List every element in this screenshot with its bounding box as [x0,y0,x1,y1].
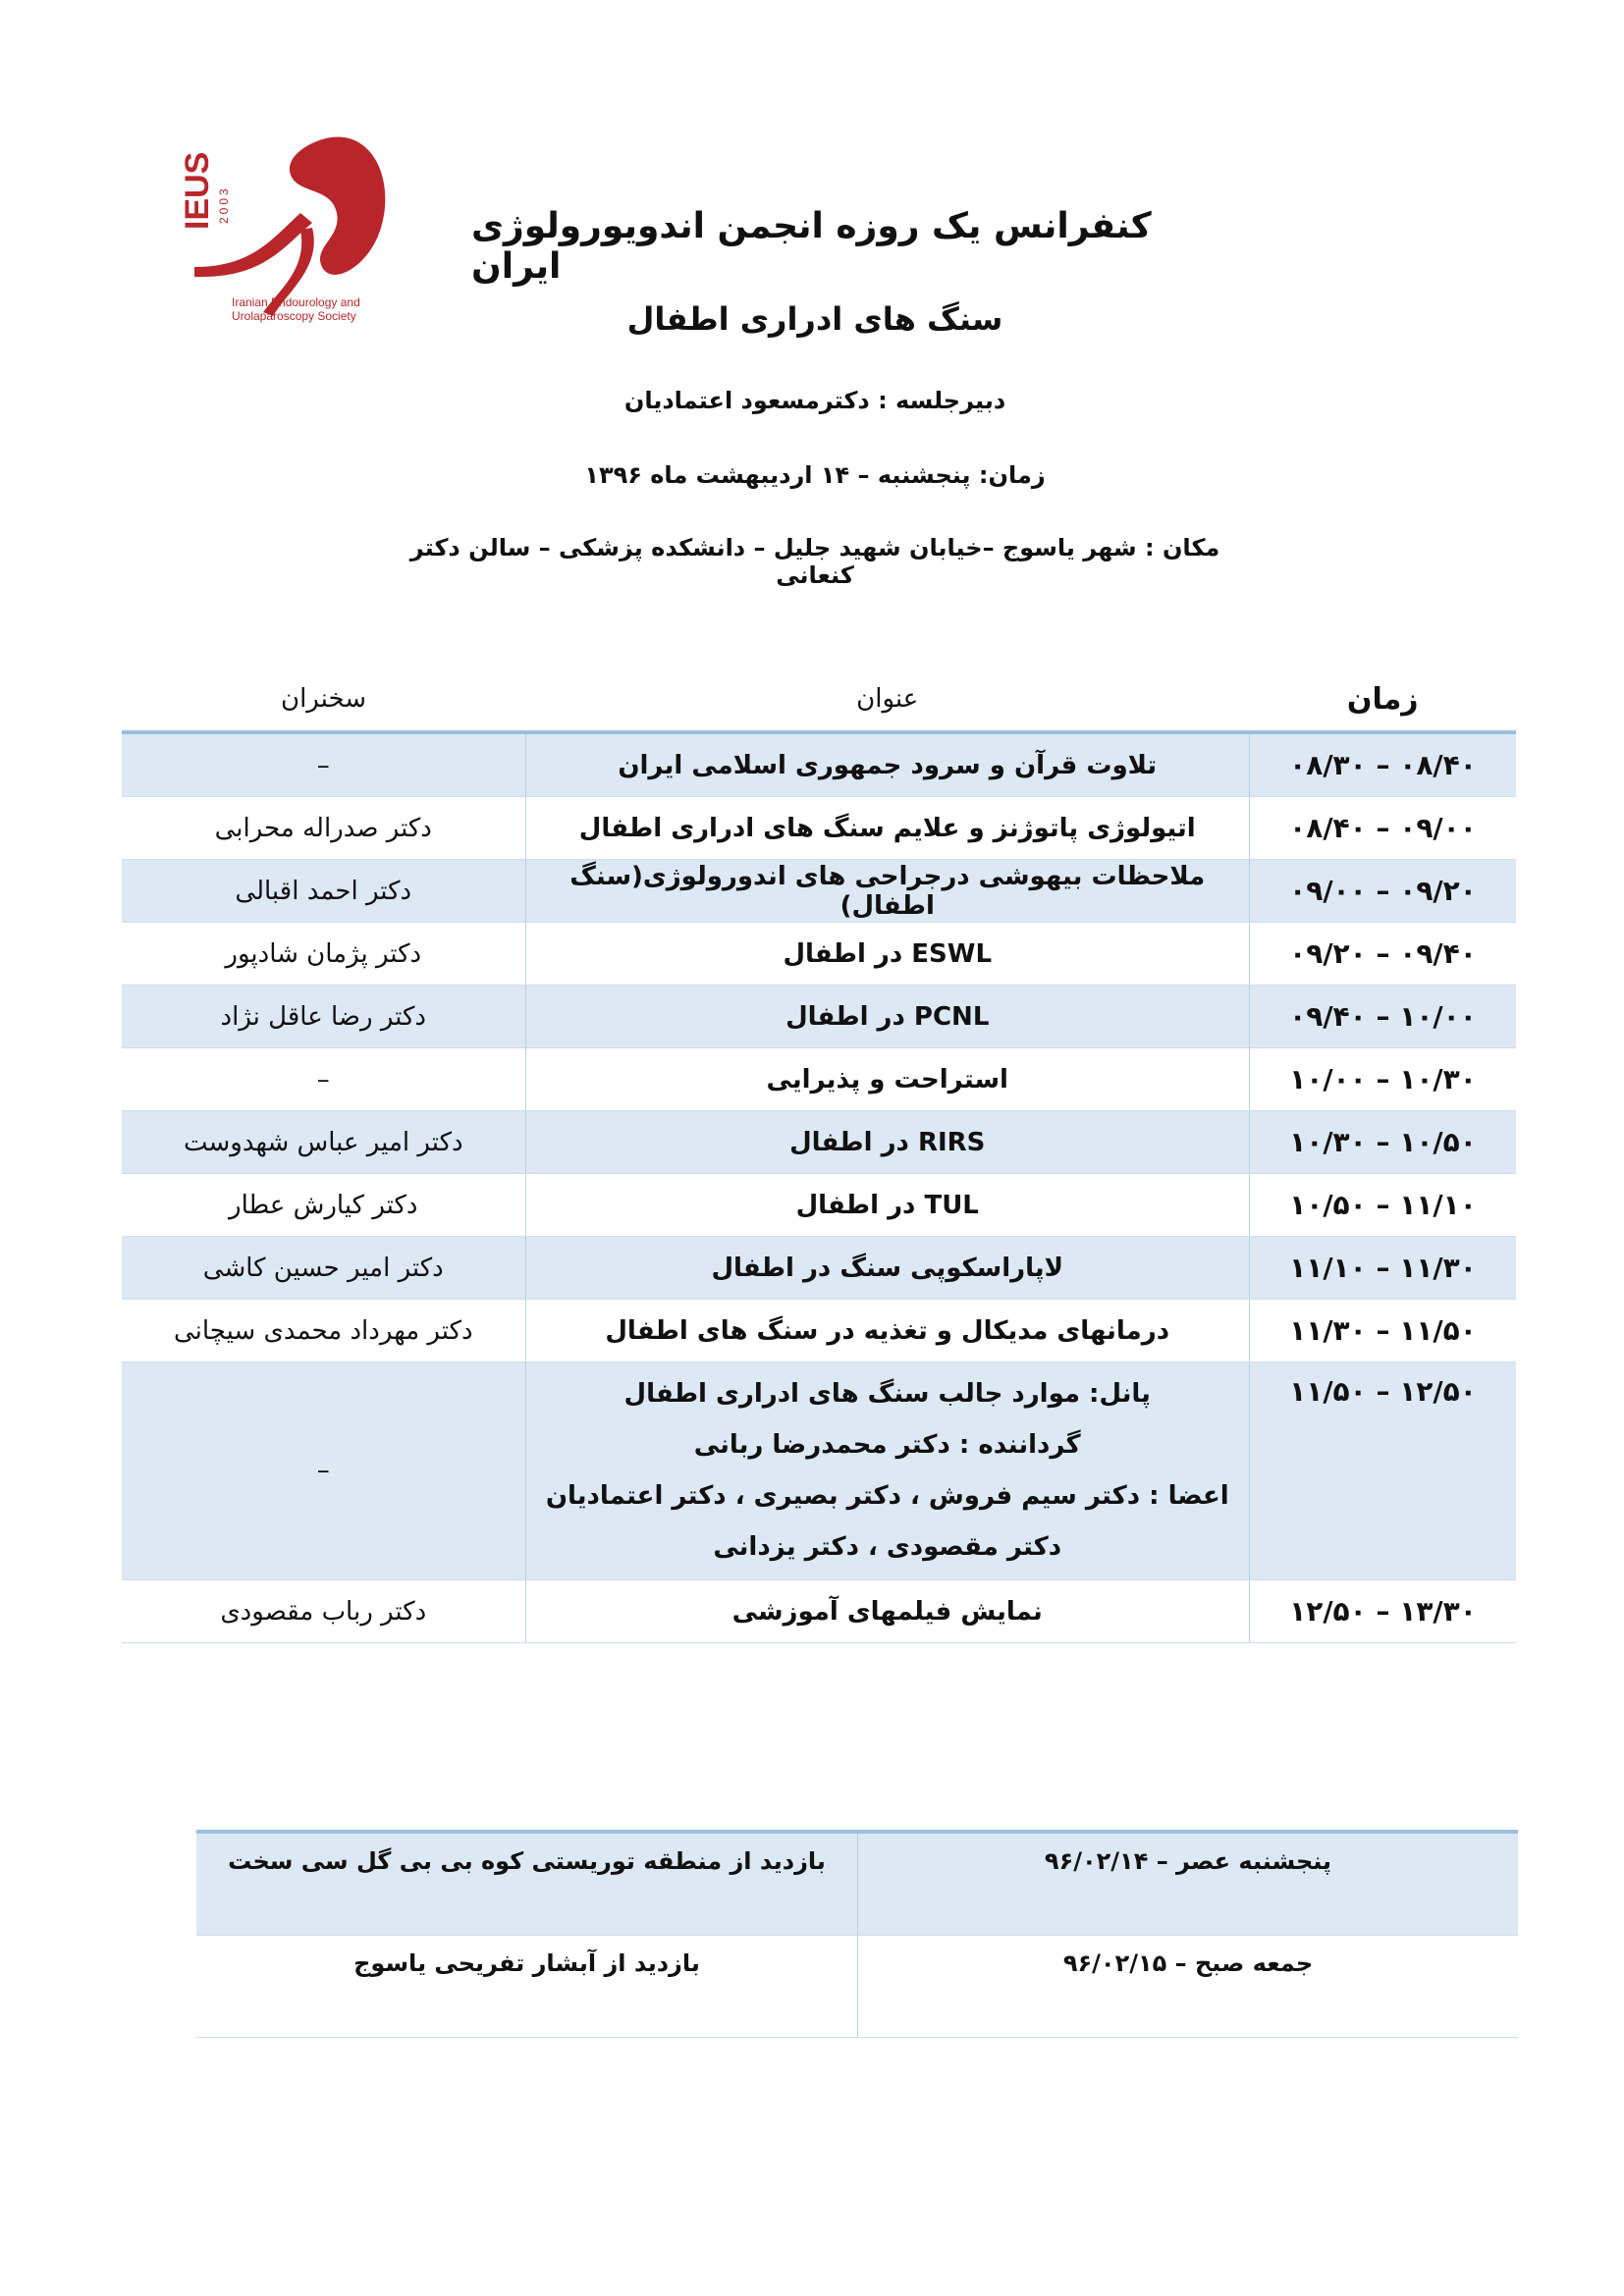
row-topic: PCNL در اطفال [525,986,1249,1048]
row-speaker: دکتر رباب مقصودی [122,1580,525,1643]
panel-title: پانل: موارد جالب سنگ های ادراری اطفال [623,1379,1151,1409]
row-topic: درمانهای مدیکال و تغذیه در سنگ های اطفال [525,1300,1249,1362]
panel-moderator: گرداننده : دکتر محمدرضا ربانی [693,1430,1081,1460]
row-time: ۰۸/۳۰ – ۰۸/۴۰ [1249,732,1516,797]
row-topic: نمایش فیلمهای آموزشی [525,1580,1249,1643]
header-time: زمان [1249,667,1516,732]
row-time: ۱۱/۱۰ – ۱۱/۳۰ [1249,1237,1516,1300]
logo-year: 2003 [217,186,231,224]
table-row [122,1237,1516,1300]
excursion-row [196,1832,1518,1936]
table-row [122,1174,1516,1237]
excursions-table [196,1830,1518,2038]
row-speaker: – [122,732,525,797]
schedule-table [122,667,1516,1643]
panel-row [122,1362,1516,1580]
panel-topic [525,1362,1249,1580]
row-time: ۱۰/۳۰ – ۱۰/۵۰ [1249,1111,1516,1174]
row-topic: لاپاراسکوپی سنگ در اطفال [525,1237,1249,1300]
table-row [122,1580,1516,1643]
logo-society-line1: Iranian Endourology and [232,295,360,309]
logo-acronym: IEUS [179,151,216,230]
panel-time: ۱۱/۵۰ – ۱۲/۵۰ [1249,1362,1516,1580]
row-topic: TUL در اطفال [525,1174,1249,1237]
row-time: ۰۹/۲۰ – ۰۹/۴۰ [1249,923,1516,986]
row-time: ۰۸/۴۰ – ۰۹/۰۰ [1249,797,1516,860]
panel-members-cont: دکتر مقصودی ، دکتر یزدانی [713,1532,1062,1562]
row-speaker: – [122,1048,525,1111]
row-time: ۱۰/۰۰ – ۱۰/۳۰ [1249,1048,1516,1111]
row-topic: اتیولوژی پاتوژنز و علایم سنگ های ادراری اطفال [525,797,1249,860]
row-speaker: دکتر امیر عباس شهدوست [122,1111,525,1174]
panel-speaker: – [122,1362,525,1580]
row-time: ۰۹/۴۰ – ۱۰/۰۰ [1249,986,1516,1048]
logo-society-line2: Urolaparoscopy Society [232,309,356,323]
ieus-logo [175,120,401,331]
row-time: ۱۲/۵۰ – ۱۳/۳۰ [1249,1580,1516,1643]
row-topic: RIRS در اطفال [525,1111,1249,1174]
panel-members: اعضا : دکتر سیم فروش ، دکتر بصیری ، دکتر اعتمادیان [545,1481,1229,1511]
table-row [122,923,1516,986]
table-row [122,797,1516,860]
row-topic: ملاحظات بیهوشی درجراحی های اندورولوژی(سنگ اطفال) [525,860,1249,923]
table-row [122,860,1516,923]
row-time: ۰۹/۰۰ – ۰۹/۲۰ [1249,860,1516,923]
table-row [122,1048,1516,1111]
session-chair: دبیرجلسه : دکترمسعود اعتمادیان [623,387,1006,414]
row-speaker: دکتر احمد اقبالی [122,860,525,923]
excursion-what: بازدید از آبشار تفریحی یاسوج [196,1936,858,2038]
excursion-when: جمعه صبح – ۹۶/۰۲/۱۵ [858,1936,1519,2038]
conference-subtitle: سنگ های ادراری اطفال [626,300,1003,338]
event-place: مکان : شهر یاسوج –خیابان شهید جلیل – دانشکده پزشکی – سالن دکتر کنعانی [409,534,1220,589]
table-row [122,986,1516,1048]
excursion-row [196,1936,1518,2038]
conference-title: کنفرانس یک روزه انجمن اندویورولوژی ایران [471,206,1152,287]
row-speaker: دکتر صدراله محرابی [122,797,525,860]
excursion-when: پنجشنبه عصر – ۹۶/۰۲/۱۴ [858,1832,1519,1936]
schedule-header-row [122,667,1516,732]
row-time: ۱۰/۵۰ – ۱۱/۱۰ [1249,1174,1516,1237]
event-date: زمان: پنجشنبه – ۱۴ اردیبهشت ماه ۱۳۹۶ [584,461,1046,489]
row-speaker: دکتر رضا عاقل نژاد [122,986,525,1048]
row-time: ۱۱/۳۰ – ۱۱/۵۰ [1249,1300,1516,1362]
table-row [122,1300,1516,1362]
row-speaker: دکتر پژمان شادپور [122,923,525,986]
row-topic: ESWL در اطفال [525,923,1249,986]
table-row [122,1111,1516,1174]
header-speaker: سخنران [122,667,525,732]
header-topic: عنوان [525,667,1249,732]
excursion-what: بازدید از منطقه توریستی کوه بی بی گل سی سخت [196,1832,858,1936]
table-row [122,732,1516,797]
row-topic: استراحت و پذیرایی [525,1048,1249,1111]
row-speaker: دکتر کیارش عطار [122,1174,525,1237]
row-speaker: دکتر مهرداد محمدی سیچانی [122,1300,525,1362]
row-topic: تلاوت قرآن و سرود جمهوری اسلامی ایران [525,732,1249,797]
row-speaker: دکتر امیر حسین کاشی [122,1237,525,1300]
